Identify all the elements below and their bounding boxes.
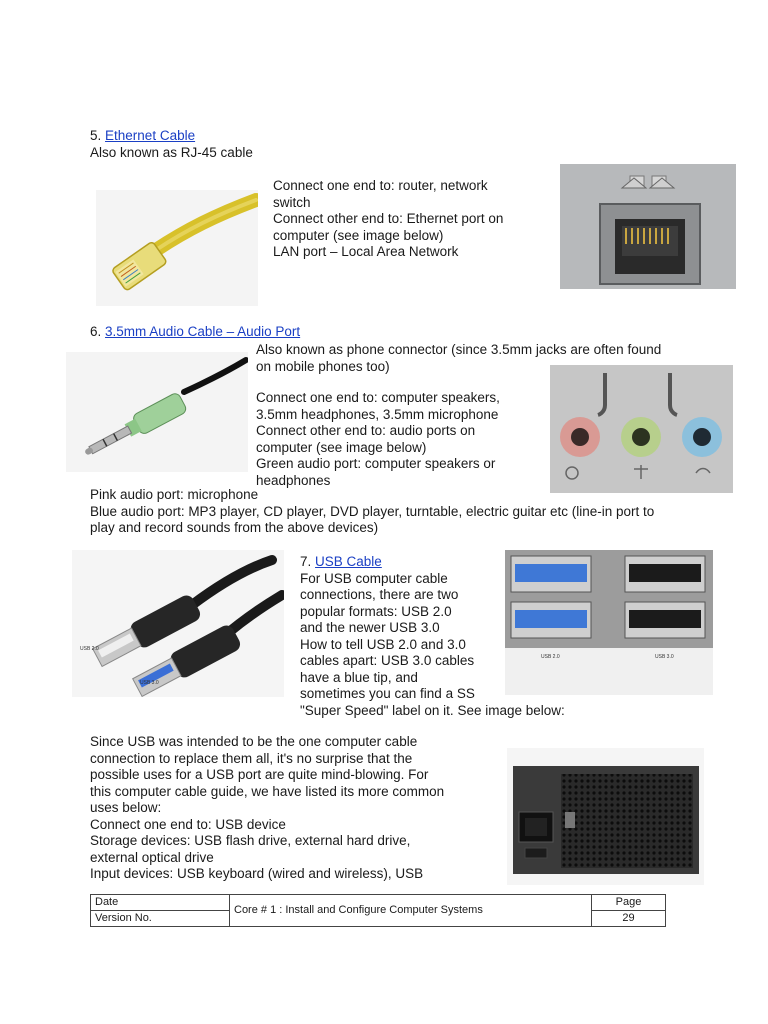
text-line: Connect one end to: router, network bbox=[273, 178, 488, 193]
footer-date-label: Date bbox=[91, 895, 230, 911]
text-line: play and record sounds from the above devices) bbox=[90, 520, 379, 535]
text-line: Also known as phone connector (since 3.5mm jacks are often found bbox=[256, 342, 662, 357]
text-line: external optical drive bbox=[90, 849, 214, 865]
text-line: Input devices: USB keyboard (wired and wireless), USB bbox=[90, 866, 424, 881]
usb-cables-photo bbox=[72, 550, 284, 697]
text-line: and the newer USB 3.0 bbox=[300, 620, 440, 635]
text-line: Pink audio port: microphone bbox=[90, 487, 259, 502]
text-line: Connect other end to: audio ports on bbox=[256, 423, 476, 438]
footer-page-label: Page bbox=[592, 895, 666, 911]
footer-course-title: Core # 1 : Install and Configure Computer Systems bbox=[230, 895, 592, 927]
text-line: LAN port – Local Area Network bbox=[273, 244, 459, 259]
text-line: popular formats: USB 2.0 bbox=[300, 603, 452, 619]
ethernet-cable-photo bbox=[96, 190, 258, 306]
usb-uses-description bbox=[90, 734, 500, 883]
text-line: Connect one end to: USB device bbox=[90, 816, 286, 832]
footer-version-label: Version No. bbox=[91, 911, 230, 927]
text-line: computer (see image below) bbox=[273, 227, 444, 243]
text-line: Storage devices: USB flash drive, external hard drive, bbox=[90, 833, 411, 848]
section-audio-heading bbox=[90, 324, 300, 341]
ethernet-subtitle: Also known as RJ-45 cable bbox=[90, 145, 253, 160]
ethernet-cable-link[interactable]: Ethernet Cable bbox=[105, 128, 196, 143]
text-line: For USB computer cable bbox=[300, 570, 448, 586]
power-supply-photo bbox=[507, 748, 704, 885]
text-line: uses below: bbox=[90, 800, 162, 815]
text-line: "Super Speed" label on it. See image below: bbox=[300, 702, 565, 718]
text-line: Blue audio port: MP3 player, CD player, DVD player, turntable, electric guitar etc (line-in port to bbox=[90, 503, 655, 519]
text-line: connections, there are two bbox=[300, 587, 459, 602]
text-line: Connect other end to: Ethernet port on bbox=[273, 211, 504, 226]
usb-cable-label-2: USB 2.0 bbox=[80, 646, 99, 652]
text-line: headphones bbox=[256, 472, 331, 488]
audio-ports-description bbox=[90, 487, 750, 537]
text-line: switch bbox=[273, 194, 311, 210]
audio-cable-link[interactable]: 3.5mm Audio Cable – Audio Port bbox=[105, 324, 301, 339]
usb-ports-photo bbox=[505, 550, 713, 695]
usb-cable-label-3: USB 3.0 bbox=[140, 680, 159, 686]
section-number: 6. bbox=[90, 324, 102, 339]
ethernet-description bbox=[273, 178, 543, 261]
audio-jack-photo bbox=[66, 352, 248, 472]
footer-page-number: 29 bbox=[592, 911, 666, 927]
text-line: Green audio port: computer speakers or bbox=[256, 456, 496, 471]
text-line: cables apart: USB 3.0 cables bbox=[300, 653, 475, 668]
text-line: Connect one end to: computer speakers, bbox=[256, 390, 500, 405]
usb-port-label-right: USB 3.0 bbox=[655, 654, 674, 660]
audio-ports-photo bbox=[550, 365, 733, 493]
text-line: this computer cable guide, we have listed its more common bbox=[90, 783, 445, 799]
text-line: possible uses for a USB port are quite mind-blowing. For bbox=[90, 767, 429, 782]
section-number: 5. bbox=[90, 128, 102, 143]
section-ethernet-heading bbox=[90, 128, 195, 145]
text-line: connection to replace them all, it's no surprise that the bbox=[90, 750, 413, 766]
text-line: sometimes you can find a SS bbox=[300, 686, 475, 701]
text-line: have a blue tip, and bbox=[300, 669, 418, 685]
text-line: on mobile phones too) bbox=[256, 358, 390, 374]
usb-port-label-left: USB 2.0 bbox=[541, 654, 560, 660]
text-line: How to tell USB 2.0 and 3.0 bbox=[300, 636, 466, 652]
footer-table bbox=[90, 894, 666, 927]
text-line: Since USB was intended to be the one computer cable bbox=[90, 734, 418, 749]
ethernet-port-photo bbox=[560, 164, 736, 289]
usb-cable-link[interactable]: USB Cable bbox=[315, 554, 382, 569]
audio-description bbox=[256, 390, 546, 489]
text-line: computer (see image below) bbox=[256, 439, 427, 455]
section-number: 7. bbox=[300, 554, 312, 569]
text-line: 3.5mm headphones, 3.5mm microphone bbox=[256, 406, 499, 422]
